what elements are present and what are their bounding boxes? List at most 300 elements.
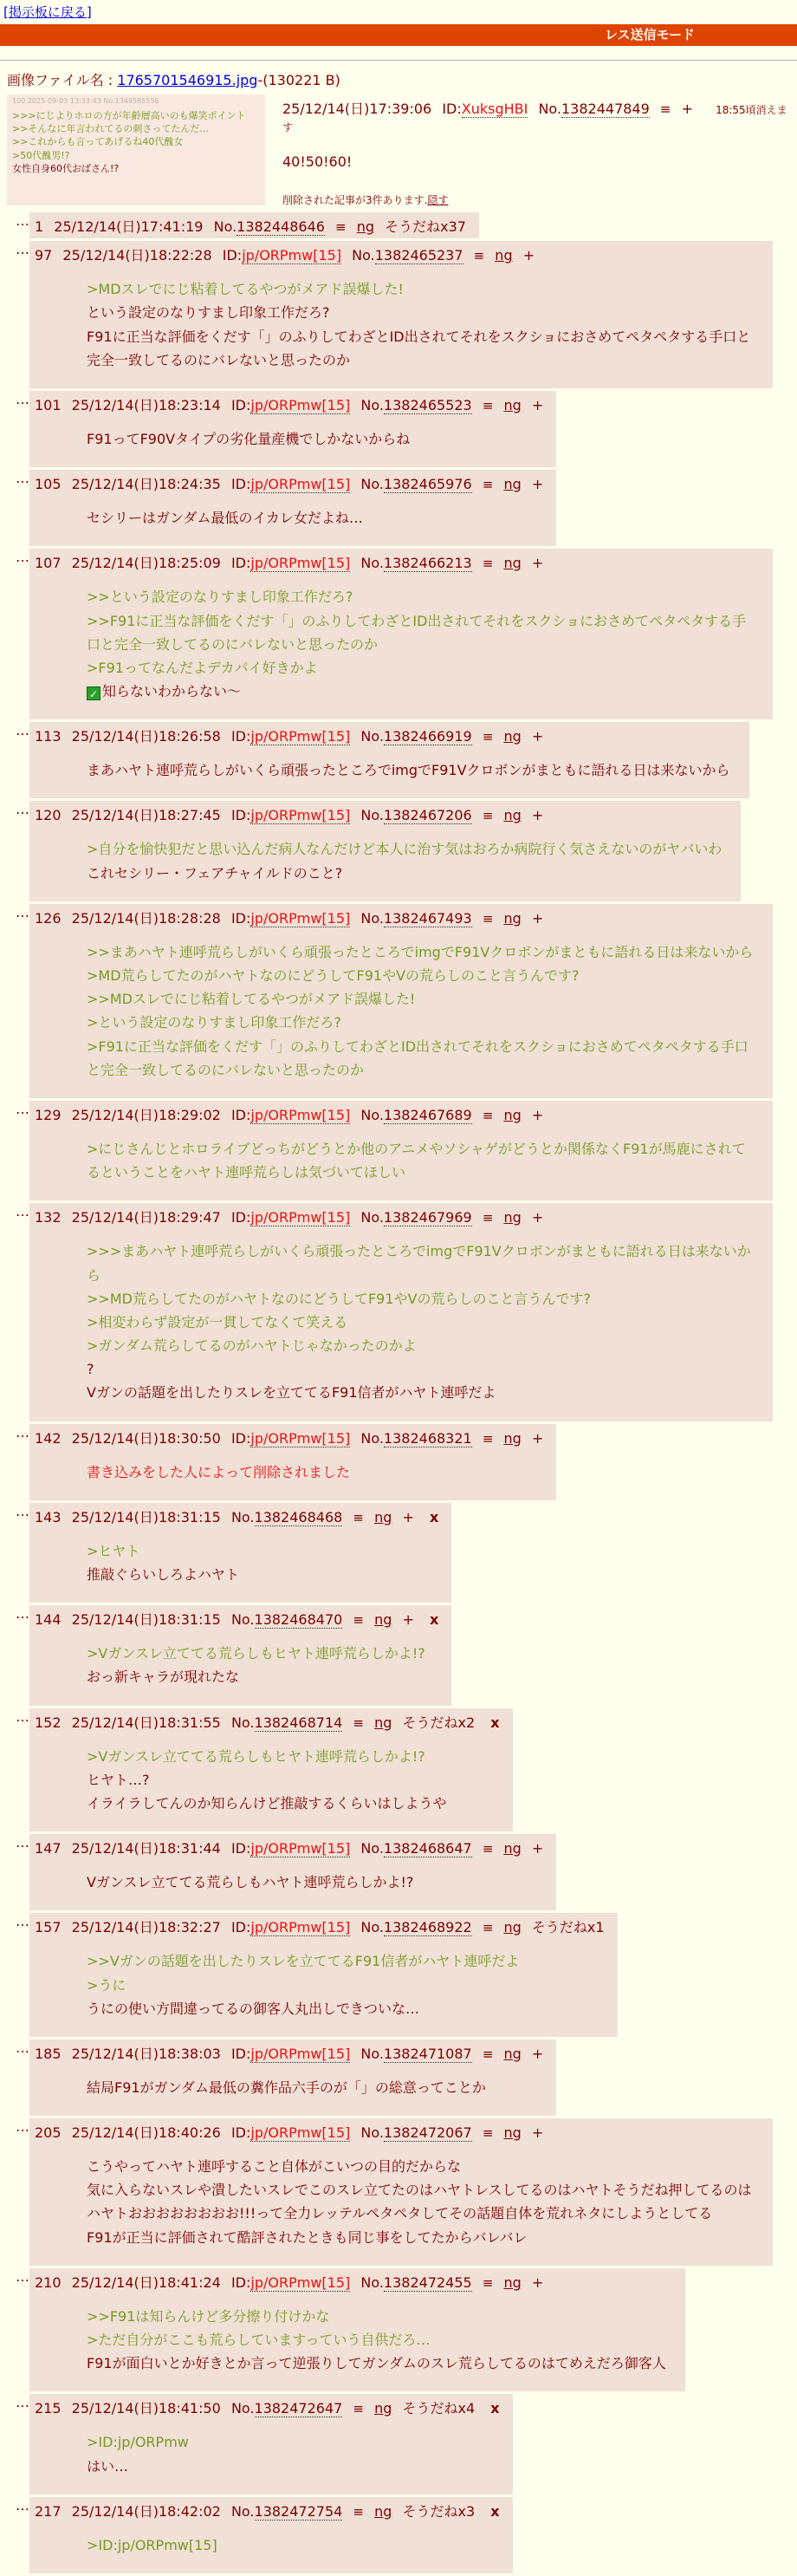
post-header (35, 1104, 766, 1124)
post-number: 185 (35, 2045, 62, 2062)
post-date: 25/12/14(日)18:30:50 (71, 1429, 221, 1447)
menu-icon[interactable]: ≡ (482, 2274, 494, 2291)
post-number: 107 (35, 555, 62, 572)
post-id-value[interactable]: jp/ORPmw[15] (250, 909, 351, 927)
post-id: ID:jp/ORPmw[15] (230, 2124, 351, 2142)
post-box (29, 2118, 773, 2266)
post-no: No.1382465237 (352, 247, 463, 264)
post-no: No.1382471087 (360, 2045, 472, 2062)
post-id: ID:jp/ORPmw[15] (230, 476, 351, 493)
quote-line: >にじさんじとホロライブどっちがどうとか他のアニメやソシャゲがどうとか関係なくF91が馬鹿にされてるということをハヤト連呼荒らしは気づいてほしい (87, 1140, 746, 1181)
post-body (87, 1239, 754, 1404)
thread (7, 93, 797, 2576)
post-row (7, 391, 797, 467)
quote-line: >ID:jp/ORPmw (87, 2434, 189, 2451)
post-no: No.1382448646 (213, 218, 325, 236)
post-number: 101 (35, 396, 62, 413)
body-line: という設定のなりすまし印象工作だろ? (87, 304, 330, 322)
post-date: 25/12/14(日)18:29:02 (71, 1106, 221, 1123)
post-id-value[interactable]: jp/ORPmw[15] (250, 1840, 351, 1857)
plus-button[interactable]: + (531, 1429, 544, 1447)
menu-icon[interactable]: ≡ (482, 1430, 494, 1447)
post-menu-dots[interactable]: … (16, 2394, 29, 2411)
post-header (35, 552, 766, 572)
post-number: 105 (35, 476, 62, 493)
post-number: 144 (35, 1611, 62, 1629)
post-menu-dots[interactable]: … (16, 903, 29, 920)
post-number: 142 (35, 1429, 62, 1447)
post-id-value[interactable]: jp/ORPmw[15] (250, 476, 351, 493)
post-no: No.1382466919 (360, 728, 472, 745)
post-date: 25/12/14(日)18:26:58 (71, 728, 221, 745)
post-number: 147 (35, 1840, 62, 1857)
quote-line: >Vガンスレ立ててる荒らしもヒヤト連呼荒らしかよ!? (87, 1747, 425, 1765)
reply-list (7, 212, 797, 2573)
post-date: 25/12/14(日)18:22:28 (62, 247, 212, 264)
body-line: ? (87, 1361, 94, 1378)
post-no-value[interactable]: 1382468321 (383, 1429, 472, 1447)
post-no-value[interactable]: 1382468922 (383, 1919, 472, 1936)
thumb-line: >>>にじよりホロの方が年齢層高いのも爆笑ポイント (12, 109, 246, 121)
post-id-value[interactable]: jp/ORPmw[15] (242, 247, 342, 264)
post-row (7, 1605, 797, 1705)
quote-line: >>MD荒らしてたのがハヤトなのにどうしてF91やVの荒らしのこと言うんです? (87, 1290, 591, 1307)
sodane-count[interactable]: そうだねx4 (402, 2400, 476, 2417)
post-body (87, 940, 754, 1082)
post-body (87, 585, 754, 703)
deleted-line: 書き込みをした人によって削除されました (87, 1463, 351, 1480)
post-body (87, 758, 730, 782)
post-date: 25/12/14(日)18:24:35 (71, 476, 221, 493)
body-line: F91ってF90Vタイプの劣化量産機でしかないからね (87, 430, 411, 447)
post-no: No.1382472455 (360, 2274, 472, 2291)
post-no-value[interactable]: 1382465237 (374, 247, 463, 264)
ng-button[interactable]: ng (374, 1714, 392, 1731)
menu-icon[interactable]: ≡ (482, 2125, 494, 2142)
post-header (35, 804, 734, 824)
ng-button[interactable]: ng (374, 2400, 392, 2417)
post-id: ID:jp/ORPmw[15] (230, 1209, 351, 1226)
post-box (29, 241, 773, 388)
post-no-value[interactable]: 1382467493 (383, 909, 472, 927)
post-no-value[interactable]: 1382466213 (383, 555, 472, 572)
post-header (35, 1916, 611, 1936)
post-box (29, 1101, 773, 1200)
menu-icon[interactable]: ≡ (335, 219, 347, 236)
menu-icon[interactable]: ≡ (482, 556, 494, 572)
post-menu-dots[interactable]: … (16, 1203, 29, 1220)
post-date: 25/12/14(日)18:31:15 (71, 1508, 221, 1525)
post-no: No.1382467969 (360, 1209, 472, 1226)
sodane-count[interactable]: そうだねx3 (402, 2502, 476, 2520)
post-number: 215 (35, 2400, 62, 2417)
post-number: 152 (35, 1714, 62, 1731)
post-box (29, 391, 556, 467)
post-row (7, 1101, 797, 1200)
post-date: 25/12/14(日)18:38:03 (71, 2045, 221, 2062)
post-box (29, 1834, 556, 1910)
quote-line: >>MDスレでにじ粘着してるやつがメアド誤爆した! (87, 991, 416, 1008)
post-box (29, 904, 773, 1098)
plus-button[interactable]: + (531, 2124, 544, 2142)
menu-icon[interactable]: ≡ (353, 2401, 364, 2417)
post-row (7, 2394, 797, 2494)
ng-button[interactable]: ng (503, 1429, 522, 1447)
post-id-value[interactable]: jp/ORPmw[15] (250, 396, 351, 413)
post-box (29, 212, 479, 238)
post-id: ID:jp/ORPmw[15] (230, 1840, 351, 1857)
post-id: ID:jp/ORPmw[15] (230, 396, 351, 413)
menu-icon[interactable]: ≡ (482, 1841, 494, 1857)
post-header (35, 2043, 549, 2063)
post-id-value[interactable]: jp/ORPmw[15] (250, 555, 351, 572)
post-no: No.1382466213 (360, 555, 472, 572)
post-id-value[interactable]: jp/ORPmw[15] (250, 2045, 351, 2062)
quote-line: >ID:jp/ORPmw[15] (87, 2536, 217, 2553)
post-date: 25/12/14(日)18:28:28 (71, 909, 221, 927)
plus-button[interactable]: + (402, 1611, 414, 1629)
plus-button[interactable]: + (531, 807, 544, 824)
op-no-value[interactable]: 1382447849 (561, 101, 650, 117)
post-box (29, 2039, 556, 2116)
post-menu-dots[interactable]: … (16, 1834, 29, 1851)
post-id-value[interactable]: jp/ORPmw[15] (250, 1209, 351, 1226)
post-no: No.1382467206 (360, 807, 472, 824)
body-line: F91が正当に評価されて酷評されたときも同じ事をしてたからバレバレ (87, 2228, 528, 2246)
post-no: No.1382467493 (360, 909, 472, 927)
post-number: 129 (35, 1106, 62, 1123)
menu-icon[interactable]: ≡ (473, 248, 485, 264)
ng-button[interactable]: ng (503, 2045, 522, 2062)
file-name-link[interactable]: 1765701546915.jpg (117, 72, 258, 88)
post-row (7, 1913, 797, 2037)
post-id: ID:jp/ORPmw[15] (230, 1919, 351, 1936)
menu-icon[interactable]: ≡ (482, 2046, 494, 2062)
menu-icon[interactable]: ≡ (353, 2503, 364, 2520)
post-no-value[interactable]: 1382468714 (254, 1714, 343, 1731)
ng-button[interactable]: ng (503, 807, 522, 824)
plus-button[interactable]: + (531, 555, 544, 572)
ng-button[interactable]: ng (503, 909, 522, 927)
post-menu-dots[interactable]: … (16, 1605, 29, 1623)
del-x-button[interactable]: x (429, 1611, 439, 1629)
post-row (7, 549, 797, 719)
post-menu-dots[interactable]: … (16, 2039, 29, 2056)
post-number: 126 (35, 909, 62, 927)
del-x-button[interactable]: x (490, 1714, 500, 1731)
post-row (7, 2497, 797, 2573)
post-body (87, 2076, 537, 2099)
ng-button[interactable]: ng (374, 2502, 392, 2520)
post-number: 205 (35, 2124, 62, 2142)
post-number: 143 (35, 1508, 62, 1525)
post-id-value[interactable]: jp/ORPmw[15] (250, 1106, 351, 1123)
post-header (35, 1506, 444, 1526)
ng-button[interactable]: ng (495, 247, 513, 264)
post-date: 25/12/14(日)18:40:26 (71, 2124, 221, 2142)
thumb-line: 女性自身60代おばさん!? (12, 163, 120, 175)
plus-button[interactable]: + (681, 101, 693, 117)
post-number: 157 (35, 1919, 62, 1936)
post-number: 1 (35, 218, 44, 236)
post-body (87, 1539, 432, 1586)
body-line: ヒヤト…? (87, 1771, 150, 1788)
post-header (35, 244, 766, 264)
thumb-line: >>これからも言ってあげるね40代醜女 (12, 136, 184, 148)
post-box (29, 1605, 451, 1705)
post-body (87, 2430, 494, 2477)
post-header (35, 1428, 549, 1447)
post-id-value[interactable]: jp/ORPmw[15] (250, 1429, 351, 1447)
quote-line: >F91ってなんだよデカパイ好きかよ (87, 659, 318, 676)
post-row (7, 1203, 797, 1421)
deleted-count-notice: 削除された記事が3件あります.隠す (282, 194, 449, 207)
post-menu-dots[interactable]: … (16, 722, 29, 739)
quote-line: >ガンダム荒らしてるのがハヤトじゃなかったのかよ (87, 1337, 417, 1355)
post-box (29, 1708, 513, 1832)
quote-line: >自分を愉快犯だと思い込んだ病人なんだけど本人に治す気はおろか病院行く気さえないのがヤバいわ (87, 841, 722, 858)
expire-time: 18:55頃消えます (282, 104, 787, 133)
plus-button[interactable]: + (531, 476, 544, 493)
post-header (35, 1609, 444, 1629)
post-no-value[interactable]: 1382472067 (383, 2124, 472, 2142)
post-menu-dots[interactable]: … (16, 801, 29, 818)
post-menu-dots[interactable]: … (16, 390, 29, 407)
post-date: 25/12/14(日)18:31:55 (71, 1714, 221, 1731)
sodane-count[interactable]: そうだねx1 (531, 1919, 605, 1936)
post-box (29, 470, 556, 546)
reply-mode-label: レス送信モード (605, 27, 695, 42)
post-body (87, 1745, 494, 1816)
quote-line: >>>まあハヤト連呼荒らしがいくら頑張ったところでimgでF91Vクロボンがまともに語れる日は来ないから (87, 1243, 751, 1284)
post-menu-dots[interactable]: … (16, 241, 29, 258)
post-menu-dots[interactable]: … (16, 1913, 29, 1930)
plus-button[interactable]: + (522, 247, 535, 264)
post-no: No.1382468321 (360, 1429, 472, 1447)
menu-icon[interactable]: ≡ (353, 1509, 364, 1525)
sodane-count[interactable]: そうだねx37 (385, 218, 466, 236)
post-no: No.1382472754 (230, 2502, 343, 2520)
quote-line: >という設定のなりすまし印象工作だろ? (87, 1014, 341, 1031)
thumb-line: >>そんなに年言われてるの刺さってたんだ... (12, 122, 209, 134)
post-header (35, 1838, 549, 1857)
menu-icon[interactable]: ≡ (482, 397, 494, 413)
post-box (29, 1203, 773, 1421)
post-row (7, 722, 797, 798)
post-body (87, 1137, 754, 1184)
post-header (35, 1207, 766, 1226)
sodane-count[interactable]: そうだねx2 (402, 1714, 476, 1731)
menu-icon[interactable]: ≡ (659, 101, 671, 117)
menu-icon[interactable]: ≡ (482, 477, 494, 493)
post-no-value[interactable]: 1382467969 (383, 1209, 472, 1226)
del-x-button[interactable]: x (490, 2502, 500, 2520)
op-no: No.1382447849 (538, 101, 650, 117)
body-line: こうやってハヤト連呼すること自体がこいつの目的だからな (87, 2158, 462, 2176)
del-x-button[interactable]: x (429, 1508, 439, 1525)
post-no-value[interactable]: 1382466919 (383, 728, 472, 745)
post-id-value[interactable]: jp/ORPmw[15] (250, 2124, 351, 2142)
menu-icon[interactable]: ≡ (482, 1920, 494, 1936)
post-no-value[interactable]: 1382468470 (254, 1611, 343, 1629)
ng-button[interactable]: ng (503, 1840, 522, 1857)
menu-icon[interactable]: ≡ (482, 808, 494, 824)
post-menu-dots[interactable]: … (16, 549, 29, 566)
post-menu-dots[interactable]: … (16, 2496, 29, 2514)
post-no-value[interactable]: 1382467206 (383, 807, 472, 824)
post-row (7, 1503, 797, 1603)
post-body (87, 2305, 666, 2376)
post-header (35, 907, 766, 927)
post-header (35, 2122, 766, 2142)
post-id-value[interactable]: jp/ORPmw[15] (250, 1919, 351, 1936)
body-line: はい… (87, 2457, 129, 2475)
menu-icon[interactable]: ≡ (482, 1107, 494, 1123)
quote-line: >F91に正当な評価をくだす「」のふりしてわざとID出されてそれをスクショにおさめてペタペタする手口と完全一致してるのにバレないと思ったのか (87, 1038, 748, 1078)
ng-button[interactable]: ng (374, 1611, 392, 1629)
menu-icon[interactable]: ≡ (482, 729, 494, 745)
post-body (87, 1460, 537, 1484)
post-date: 25/12/14(日)17:41:19 (54, 218, 204, 236)
reply-mode-bar (0, 24, 797, 46)
post-no-value[interactable]: 1382472455 (383, 2274, 472, 2291)
back-to-board-link[interactable]: [掲示板に戻る] (3, 4, 92, 20)
op-thumbnail[interactable] (7, 94, 265, 205)
plus-button[interactable]: + (531, 1209, 544, 1226)
quote-line: >うに (87, 1976, 126, 1994)
hide-deleted-link[interactable]: 隠す (427, 194, 449, 207)
body-line: F91が面白いとか好きとか言って逆張りしてガンダムのスレ荒らしてるのはてめえだろ御客人 (87, 2355, 666, 2372)
post-no: No.1382472647 (230, 2400, 343, 2417)
post-date: 25/12/14(日)18:42:02 (71, 2502, 221, 2520)
body-line: イライラしてんのか知らんけど推敲するくらいはしようや (87, 1794, 447, 1812)
quote-line: >>まあハヤト連呼荒らしがいくら頑張ったところでimgでF91Vクロボンがまともに語れる日は来ないから (87, 943, 754, 960)
post-id-value[interactable]: jp/ORPmw[15] (250, 2274, 351, 2291)
divider (0, 60, 797, 61)
post-no-value[interactable]: 1382465523 (383, 396, 472, 413)
ng-button[interactable]: ng (503, 728, 522, 745)
post-date: 25/12/14(日)18:41:24 (71, 2274, 221, 2291)
post-body (87, 506, 537, 530)
menu-icon[interactable]: ≡ (353, 1612, 364, 1629)
post-date: 25/12/14(日)18:31:15 (71, 1611, 221, 1629)
post-no: No.1382472067 (360, 2124, 472, 2142)
post-menu-dots[interactable]: … (16, 1423, 29, 1441)
plus-button[interactable]: + (531, 1106, 544, 1123)
plus-button[interactable]: + (531, 2274, 544, 2291)
ng-button[interactable]: ng (503, 396, 522, 413)
menu-icon[interactable]: ≡ (353, 1714, 364, 1731)
ng-button[interactable]: ng (503, 2274, 522, 2291)
post-no-value[interactable]: 1382472647 (254, 2400, 343, 2417)
plus-button[interactable]: + (531, 728, 544, 745)
post-number: 132 (35, 1209, 62, 1226)
quote-line: >Vガンスレ立ててる荒らしもヒヤト連呼荒らしかよ!? (87, 1645, 425, 1662)
ng-button[interactable]: ng (503, 555, 522, 572)
quote-line: >>Vガンの話題を出したりスレを立ててるF91信者がハヤト連呼だよ (87, 1953, 520, 1970)
post-no-value[interactable]: 1382468647 (383, 1840, 472, 1857)
post-row (7, 1834, 797, 1910)
post-box (29, 2268, 685, 2392)
ng-button[interactable]: ng (503, 1209, 522, 1226)
plus-button[interactable]: + (531, 2045, 544, 2062)
ng-button[interactable]: ng (503, 476, 522, 493)
post-box (29, 801, 741, 901)
post-box (29, 1913, 618, 2037)
quote-line: >>という設定のなりすまし印象工作だろ? (87, 589, 353, 606)
post-menu-dots[interactable]: … (16, 1502, 29, 1519)
ng-button[interactable]: ng (503, 2124, 522, 2142)
file-line (7, 69, 797, 89)
post-no-value[interactable]: 1382471087 (383, 2045, 472, 2062)
body-line: うにの使い方間違ってるの御客人丸出しできついな… (87, 2000, 420, 2017)
quote-line: >>F91に正当な評価をくだす「」のふりしてわざとID出されてそれをスクショにおさめてペタペタする手口と完全一致してるのにバレないと思ったのか (87, 612, 747, 653)
file-size: -(130221 B) (257, 72, 340, 88)
plus-button[interactable]: + (402, 1508, 414, 1525)
del-x-button[interactable]: x (490, 2400, 500, 2417)
body-line: 結局F91がガンダム最低の糞作品六手のが「」の総意ってことか (87, 2078, 486, 2096)
post-box (29, 1503, 451, 1603)
post-body (87, 2155, 754, 2249)
ng-button[interactable]: ng (356, 218, 375, 236)
body-line: Vガンスレ立ててる荒らしもハヤト連呼荒らしかよ!? (87, 1874, 414, 1891)
post-id-value[interactable]: jp/ORPmw[15] (250, 728, 351, 745)
post-row (7, 2268, 797, 2392)
post-date: 25/12/14(日)18:41:50 (71, 2400, 221, 2417)
post-no-value[interactable]: 1382465976 (383, 476, 472, 493)
post-no: No.1382468468 (230, 1508, 343, 1525)
post-no-value[interactable]: 1382468468 (254, 1508, 343, 1525)
thumb-post-header: 100 2025-09-03 13:33:43 No.1349585556 (12, 97, 159, 105)
post-menu-dots[interactable]: … (16, 2267, 29, 2285)
post-menu-dots[interactable]: … (16, 1708, 29, 1725)
post-menu-dots[interactable]: … (16, 212, 29, 230)
post-menu-dots[interactable]: … (16, 1100, 29, 1117)
post-body (87, 1642, 432, 1688)
post-id: ID:jp/ORPmw[15] (230, 1429, 351, 1447)
post-menu-dots[interactable]: … (16, 2118, 29, 2136)
menu-icon[interactable]: ≡ (482, 910, 494, 927)
menu-icon[interactable]: ≡ (482, 1210, 494, 1226)
post-row (7, 241, 797, 388)
post-header (35, 1712, 506, 1732)
post-id: ID:jp/ORPmw[15] (230, 1106, 351, 1123)
post-number: 113 (35, 728, 62, 745)
ng-button[interactable]: ng (374, 1508, 392, 1525)
post-no: No.1382465976 (360, 476, 472, 493)
post-row (7, 2039, 797, 2116)
post-header (35, 394, 549, 414)
body-line: セシリーはガンダム最低のイカレ女だよね… (87, 510, 363, 527)
post-no-value[interactable]: 1382467689 (383, 1106, 472, 1123)
post-no-value[interactable]: 1382472754 (254, 2502, 343, 2520)
post-no-value[interactable]: 1382448646 (237, 218, 325, 236)
plus-button[interactable]: + (531, 396, 544, 413)
post-number: 120 (35, 807, 62, 824)
post-menu-dots[interactable]: … (16, 470, 29, 487)
post-no: No.1382467689 (360, 1106, 472, 1123)
op-id-value[interactable]: XuksgHBI (461, 101, 528, 117)
post-header (35, 2501, 506, 2521)
post-id-value[interactable]: jp/ORPmw[15] (250, 807, 351, 824)
post-row (7, 212, 797, 238)
ng-button[interactable]: ng (503, 1106, 522, 1123)
plus-button[interactable]: + (531, 909, 544, 927)
plus-button[interactable]: + (531, 1840, 544, 1857)
ng-button[interactable]: ng (503, 1919, 522, 1936)
body-line: おっ新キャラが現れたな (87, 1669, 240, 1686)
post-no: No.1382468470 (230, 1611, 343, 1629)
